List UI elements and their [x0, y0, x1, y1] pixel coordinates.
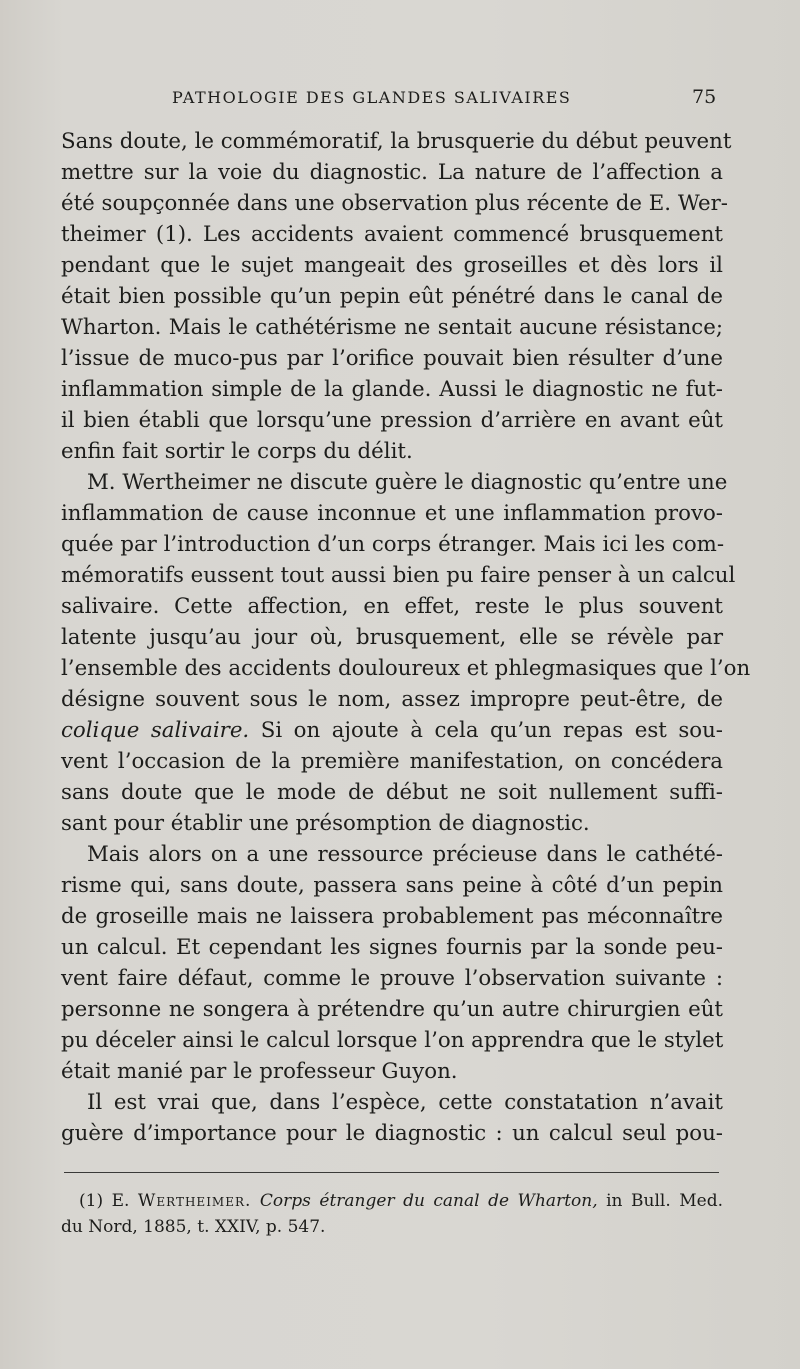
line-text: enfin fait sortir le corps du délit.	[61, 439, 413, 464]
line-text: été soupçonnée dans une observation plus récente de E. Wer-	[61, 191, 728, 216]
footnote-rest: in Bull. Med.	[597, 1191, 723, 1211]
footnote-line	[61, 1188, 723, 1214]
footnote-line	[61, 1214, 723, 1240]
line-text: désigne souvent sous le nom, assez impropre peut-être, de	[61, 687, 723, 712]
text-line	[61, 901, 723, 932]
line-text: un calcul. Et cependant les signes fournis par la sonde peu-	[61, 935, 723, 960]
text-line	[61, 746, 723, 777]
text-line	[61, 653, 751, 684]
line-text: M. Wertheimer ne discute guère le diagnostic qu’entre une	[87, 470, 728, 495]
text-line	[61, 436, 723, 467]
line-text: sans doute que le mode de début ne soit nullement suffi-	[61, 780, 723, 805]
text-line	[61, 405, 723, 436]
line-text: guère d’importance pour le diagnostic : un calcul seul pou-	[61, 1121, 723, 1146]
italic-term: colique salivaire.	[61, 718, 250, 743]
line-text: Wharton. Mais le cathétérisme ne sentait aucune résistance;	[61, 315, 723, 340]
text-line	[61, 312, 723, 343]
text-line	[61, 498, 723, 529]
text-line	[61, 994, 723, 1025]
line-text: salivaire. Cette affection, en effet, reste le plus souvent	[61, 594, 723, 619]
line-text: il bien établi que lorsqu’une pression d’arrière en avant eût	[61, 408, 723, 433]
page-header	[0, 86, 800, 116]
line-text: mettre sur la voie du diagnostic. La nature de l’affection a	[61, 160, 723, 185]
line-text: était manié par le professeur Guyon.	[61, 1059, 458, 1084]
line-text: Sans doute, le commémoratif, la brusquerie du début peuvent	[61, 129, 732, 154]
line-text: Mais alors on a une ressource précieuse dans le cathété-	[87, 842, 723, 867]
text-line	[61, 591, 723, 622]
text-line	[61, 1025, 723, 1056]
line-text: personne ne songera à prétendre qu’un autre chirurgien eût	[61, 997, 723, 1022]
text-line	[61, 560, 736, 591]
running-head: PATHOLOGIE DES GLANDES SALIVAIRES	[172, 88, 572, 107]
line-text: de groseille mais ne laissera probablement pas méconnaître	[61, 904, 723, 929]
text-line	[61, 343, 723, 374]
text-line	[61, 126, 732, 157]
text-line	[61, 1087, 723, 1118]
line-text: pendant que le sujet mangeait des groseilles et dès lors il	[61, 253, 723, 278]
line-text: pu déceler ainsi le calcul lorsque l’on apprendra que le stylet	[61, 1028, 724, 1053]
line-text: risme qui, sans doute, passera sans peine à côté d’un pepin	[61, 873, 723, 898]
text-line	[61, 374, 723, 405]
line-text: sant pour établir une présomption de diagnostic.	[61, 811, 590, 836]
text-line	[61, 808, 723, 839]
text-line	[61, 219, 723, 250]
text-line	[61, 467, 728, 498]
footnote-rule	[64, 1172, 719, 1173]
text-line	[61, 529, 723, 560]
line-text: theimer (1). Les accidents avaient commencé brusquement	[61, 222, 723, 247]
text-line	[61, 715, 723, 746]
text-line	[61, 188, 728, 219]
footnote-citation: du Nord, 1885, t. XXIV, p. 547.	[61, 1217, 326, 1237]
line-text: était bien possible qu’un pepin eût pénétré dans le canal de	[61, 284, 723, 309]
line-text: l’ensemble des accidents douloureux et phlegmasiques que l’on	[61, 656, 751, 681]
body-text	[61, 126, 751, 1149]
text-line	[61, 157, 723, 188]
line-text: vent faire défaut, comme le prouve l’observation suivante :	[61, 966, 723, 991]
line-text: l’issue de muco-pus par l’orifice pouvait bien résulter d’une	[61, 346, 723, 371]
line-text: mémoratifs eussent tout aussi bien pu faire penser à un calcul	[61, 563, 736, 588]
text-line	[61, 777, 723, 808]
text-line	[61, 870, 723, 901]
text-line	[61, 932, 723, 963]
text-line	[61, 963, 723, 994]
footnote	[61, 1188, 723, 1240]
text-line	[61, 622, 723, 653]
footnote-marker: (1) E.	[79, 1191, 130, 1211]
text-line	[61, 684, 723, 715]
line-text: inflammation simple de la glande. Aussi le diagnostic ne fut-	[61, 377, 723, 402]
text-line	[61, 1056, 723, 1087]
footnote-title: Corps étranger du canal de Wharton,	[259, 1191, 598, 1211]
page-number: 75	[692, 86, 717, 108]
footnote-author: Wertheimer.	[137, 1191, 252, 1211]
text-line	[61, 839, 723, 870]
line-text: Si on ajoute à cela qu’un repas est sou-	[249, 718, 724, 743]
line-text: vent l’occasion de la première manifestation, on concédera	[61, 749, 723, 774]
text-line	[61, 281, 723, 312]
line-text: latente jusqu’au jour où, brusquement, elle se révèle par	[61, 625, 723, 650]
text-line	[61, 1118, 723, 1149]
text-line	[61, 250, 723, 281]
line-text: inflammation de cause inconnue et une inflammation provo-	[61, 501, 723, 526]
line-text: quée par l’introduction d’un corps étranger. Mais ici les com-	[61, 532, 725, 557]
line-text: Il est vrai que, dans l’espèce, cette constatation n’avait	[87, 1090, 723, 1115]
